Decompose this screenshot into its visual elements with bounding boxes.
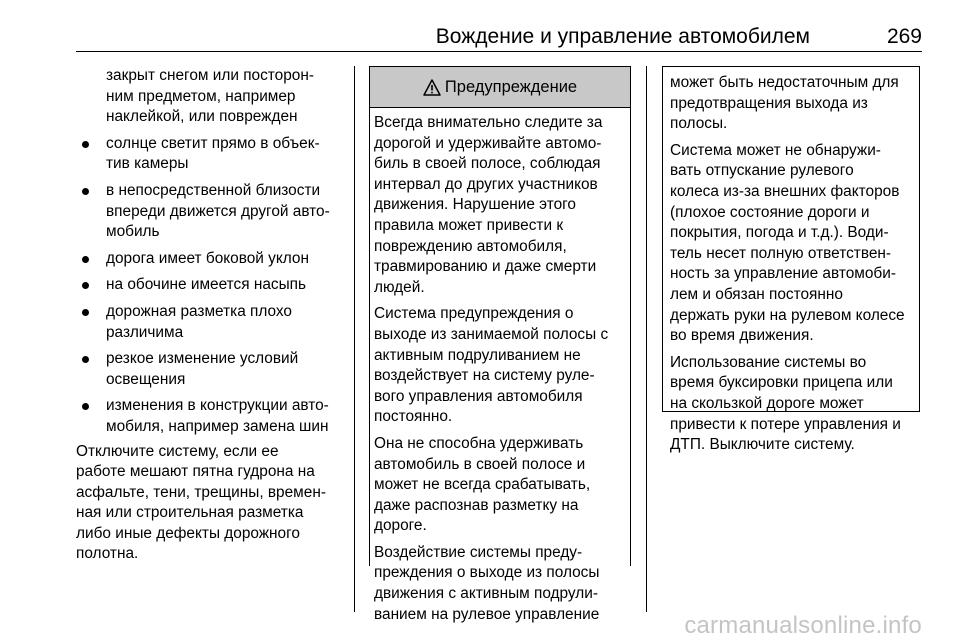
text-line: преждения о выходе из полосы: [374, 564, 600, 582]
text-line: Система предупреждения о: [374, 305, 574, 323]
text-line: тель несет полную ответствен-: [670, 244, 892, 262]
text-line: во время движения.: [670, 327, 814, 345]
list-item: [76, 275, 344, 296]
text-line: Система может не обнаружи-: [670, 141, 881, 159]
text-line: дорожная разметка плохо: [106, 302, 292, 320]
text-line: выходе из занимаемой полосы с: [374, 325, 609, 343]
warning-title: Предупреждение: [444, 77, 578, 96]
text-line: травмированию и даже смерти: [374, 258, 597, 276]
text-line: полотна.: [76, 545, 139, 563]
bullet-icon: [82, 309, 89, 316]
warning-paragraph: [374, 113, 626, 298]
bullet-continuation: [76, 66, 344, 128]
text-line: ность за управление автомоби-: [670, 265, 896, 283]
text-line: наклейкой, или поврежден: [106, 108, 298, 126]
text-line: держать руки на рулевом колесе: [670, 306, 905, 324]
text-line: Воздействие системы преду-: [374, 543, 583, 561]
text-line: людей.: [374, 278, 425, 296]
warning-header: [370, 67, 630, 108]
text-line: Она не способна удерживать: [374, 434, 584, 452]
warning-paragraph: [670, 73, 915, 135]
text-line: впереди движется другой авто-: [106, 202, 330, 220]
text-line: вого управления автомобиля: [374, 387, 583, 405]
text-line: покрытия, погода и т.д.). Води-: [670, 224, 889, 242]
text-line: лем и обязан постоянно: [670, 285, 843, 303]
text-line: на скользкой дороге может: [670, 394, 864, 412]
bullet-icon: [82, 188, 89, 195]
bullet-icon: [82, 141, 89, 148]
text-line: дорога имеет боковой уклон: [106, 249, 309, 267]
warning-box-continued: [662, 66, 920, 454]
warning-paragraph: [374, 304, 626, 428]
warning-paragraph: [374, 434, 626, 537]
text-line: ним предметом, например: [106, 87, 296, 105]
text-line: на обочине имеется насыпь: [106, 276, 307, 294]
text-line: (плохое состояние дороги и: [670, 203, 870, 221]
text-line: мобиля, например замена шин: [106, 417, 329, 435]
text-line: даже распознав разметку на: [374, 496, 579, 514]
text-line: ванием на рулевое управление: [374, 605, 600, 623]
text-line: Всегда внимательно следите за: [374, 114, 603, 131]
bullet-icon: [82, 282, 89, 289]
page-title: Вождение и управление автомобилем: [435, 25, 810, 48]
text-line: предотвращения выхода из: [670, 94, 868, 112]
column-left: [76, 66, 344, 565]
text-line: работе мешают пятна гудрона на: [76, 463, 315, 481]
text-line: ная или строительная разметка: [76, 504, 304, 522]
text-line: дороге.: [374, 517, 427, 535]
text-line: либо иные дефекты дорожного: [76, 524, 300, 542]
text-line: Использование системы во: [670, 353, 867, 371]
text-line: может быть недостаточным для: [670, 74, 899, 91]
text-line: изменения в конструкции авто-: [106, 397, 329, 415]
list-item: [76, 249, 344, 270]
text-line: автомобиль в своей полосе и: [374, 455, 586, 473]
page-number: 269: [886, 25, 922, 48]
text-line: постоянно.: [374, 408, 453, 426]
list-item: [76, 134, 344, 175]
text-line: может не всегда срабатывать,: [374, 476, 591, 494]
text-line: правила может привести к: [374, 216, 564, 234]
body-paragraph: [76, 442, 344, 566]
warning-paragraph: [670, 353, 915, 456]
bullet-icon: [82, 256, 89, 263]
list-item: [76, 181, 344, 243]
warning-body-continued: [663, 67, 919, 456]
text-line: различима: [106, 323, 184, 341]
list-item: [76, 302, 344, 343]
text-line: полосы.: [670, 115, 728, 133]
warning-paragraph: [374, 543, 626, 625]
text-line: биль в своей полосе, соблюдая: [374, 155, 601, 173]
text-line: Отключите систему, если ее: [76, 442, 279, 460]
text-line: время буксировки прицепа или: [670, 374, 893, 392]
header-rule: [76, 51, 922, 52]
text-line: резкое изменение условий: [106, 350, 299, 368]
bullet-icon: [82, 403, 89, 410]
condition-list: [76, 134, 344, 438]
warning-triangle-icon: [423, 79, 441, 96]
text-line: ДТП. Выключите систему.: [670, 436, 855, 454]
text-line: активным подруливанием не: [374, 346, 581, 364]
watermark: carmanualsonline.info: [684, 612, 922, 639]
text-line: вать отпускание рулевого: [670, 162, 854, 180]
page-header: [76, 24, 922, 50]
text-line: интервал до других участников: [374, 175, 598, 193]
warning-box: [369, 66, 631, 623]
text-line: в непосредственной близости: [106, 181, 321, 199]
list-item: [76, 396, 344, 437]
text-line: привести к потере управления и: [670, 415, 901, 433]
text-line: дорогой и удерживайте автомо-: [374, 134, 602, 152]
text-line: асфальте, тени, трещины, времен-: [76, 483, 326, 501]
warning-paragraph: [670, 141, 915, 347]
warning-body: [370, 108, 630, 625]
list-item: [76, 349, 344, 390]
text-line: колеса из-за внешних факторов: [670, 182, 900, 200]
text-line: движения. Нарушение этого: [374, 196, 576, 214]
column-divider-left: [354, 66, 355, 612]
text-line: воздействует на систему руле-: [374, 367, 595, 385]
text-line: закрыт снегом или посторон-: [106, 67, 314, 84]
column-divider-right: [646, 66, 647, 612]
bullet-icon: [82, 356, 89, 363]
text-line: освещения: [106, 370, 186, 388]
text-line: мобиль: [106, 223, 160, 241]
text-line: повреждению автомобиля,: [374, 237, 567, 255]
text-line: тив камеры: [106, 155, 189, 173]
text-line: движения с активным подрули-: [374, 585, 598, 603]
text-line: солнце светит прямо в объек-: [106, 134, 320, 152]
